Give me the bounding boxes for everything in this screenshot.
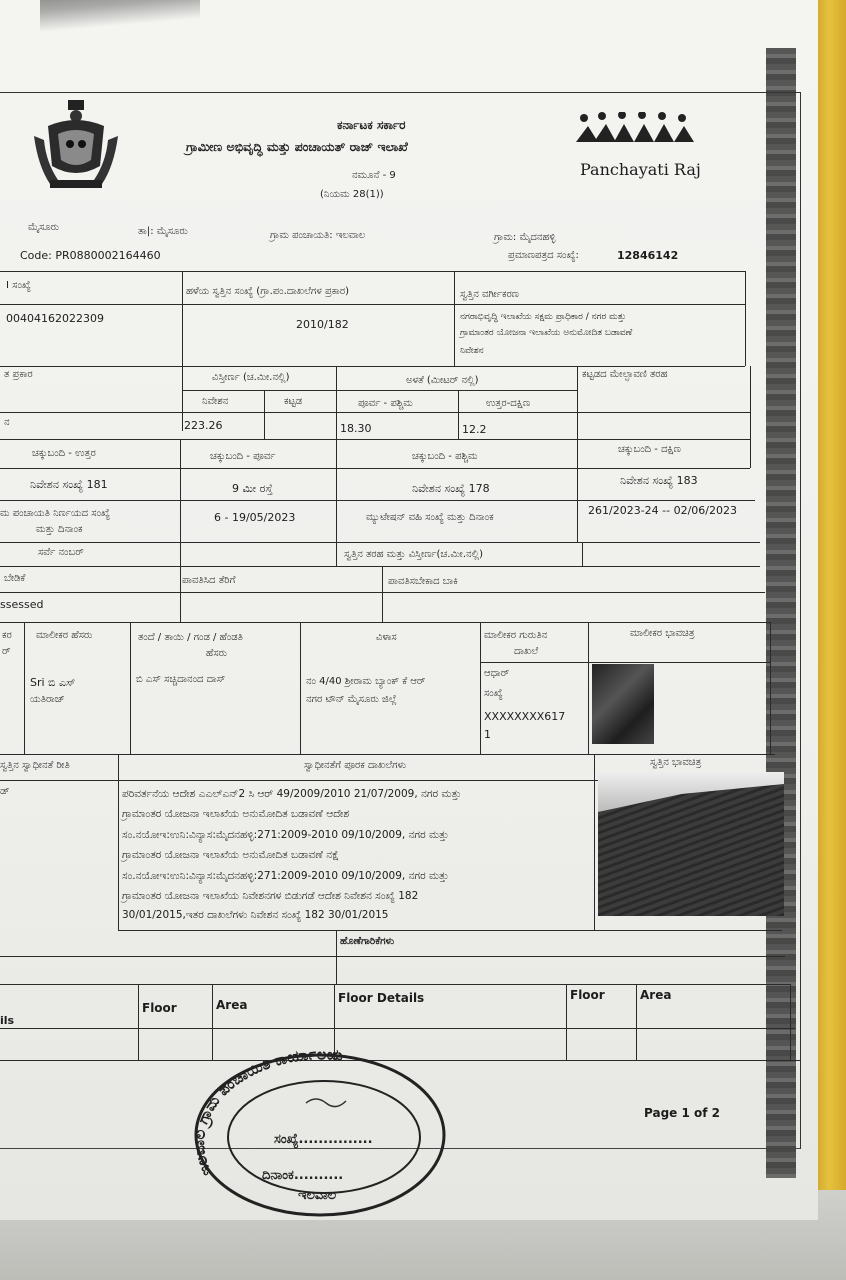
owner-id-label: ಸಂಖ್ಯೆ bbox=[484, 688, 503, 699]
svg-text:ಇಲವಾಲ ಗ್ರಾಮ ಪಂಚಾಯಿತಿ ಕಾರ್ಯಾಲಯ bbox=[190, 1045, 344, 1179]
mutation-header: ಮ್ಯುಟೇಷನ್ ವಹಿ ಸಂಖ್ಯೆ ಮತ್ತು ದಿನಾಂಕ bbox=[366, 512, 494, 523]
owner-name-line-2: ಯತಿರಾಜ್ bbox=[30, 694, 65, 705]
ownership-nature-header: ಸ್ವತ್ತಿನ ಸ್ವಾಧೀನತೆ ರೀತಿ bbox=[0, 760, 70, 771]
ownership-doc-line-3: ಸಂ.ನಯೋಇ:ಉನಿ:ವಿನ್ಯಾಸ:ಮೈದನಹಳ್ಳಿ:271:2009-2010 09/10/2009, ನಗರ ಮತ್ತು bbox=[122, 829, 449, 841]
gram-panchayat: ಗ್ರಾಮ ಪಂಚಾಯತಿ: ಇಲವಾಲ bbox=[270, 230, 366, 241]
certificate-label: ಪ್ರಮಾಣಪತ್ರದ ಸಂಖ್ಯೆ: bbox=[508, 250, 579, 261]
area-header-2: Area bbox=[640, 988, 672, 1002]
site-area-value: 223.26 bbox=[184, 419, 223, 432]
east-west-header: ಪೂರ್ವ - ಪಶ್ಚಿಮ bbox=[358, 398, 413, 409]
floor-details-header: Floor Details bbox=[338, 991, 425, 1005]
boundary-north-value: ನಿವೇಶನ ಸಂಖ್ಯೆ 181 bbox=[30, 478, 108, 491]
ownership-nature-value: ಡ್ bbox=[0, 786, 10, 797]
form-rule: (ನಿಯಮ 28(1)) bbox=[320, 189, 384, 200]
demand-header: ಬೇಡಿಕೆ bbox=[4, 573, 26, 584]
mutation-value: 261/2023-24 -- 02/06/2023 bbox=[588, 504, 737, 517]
owner-id-header-1: ಮಾಲೀಕರ ಗುರುತಿನ bbox=[484, 630, 548, 641]
boundary-west-value: ನಿವೇಶನ ಸಂಖ್ಯೆ 178 bbox=[412, 482, 490, 495]
ownership-doc-line-1: ಪರಿವರ್ತನೆಯ ಆದೇಶ ಎಎಲ್ಎನ್2 ಸಿ ಆರ್ 49/2009/2010 21/07/2009, ನಗರ ಮತ್ತು bbox=[122, 788, 462, 800]
boundary-north-header: ಚಕ್ಕುಬಂದಿ - ಉತ್ತರ bbox=[32, 448, 96, 459]
address-line-1: ನಂ 4/40 ಶ್ರೀರಾಮ ಬ್ಯಾಂಕ್ ಕೆ ಆರ್ bbox=[306, 676, 426, 687]
relation-header-2: ಹೆಸರು bbox=[206, 648, 228, 659]
boundary-south-header: ಚಕ್ಕುಬಂದಿ - ದಕ್ಷಿಣ bbox=[618, 444, 681, 455]
seal-number: ಸಂಖ್ಯೆ............... bbox=[274, 1132, 373, 1147]
old-number-header: ಹಳೆಯ ಸ್ವತ್ತಿನ ಸಂಖ್ಯೆ (ಗ್ರಾ.ಪಂ.ದಾಖಲೆಗಳ ಪ್ರಕಾರ) bbox=[186, 286, 350, 297]
relation-header-1: ತಂದೆ / ತಾಯಿ / ಗಂಡ / ಹೆಂಡತಿ bbox=[138, 632, 243, 643]
north-south-header: ಉತ್ತರ-ದಕ್ಷಿಣ bbox=[486, 398, 531, 409]
property-photo-header: ಸ್ವತ್ತಿನ ಭಾವಚಿತ್ರ bbox=[650, 757, 702, 768]
owner-id-type: ಆಧಾರ್ bbox=[484, 668, 510, 679]
ownership-doc-line-6: ಗ್ರಾಮಾಂತರ ಯೋಜನಾ ಇಲಾಖೆಯ ನಿವೇಶನಗಳ ಬಿಡುಗಡೆ ಆದೇಶ ನಿವೇಶನ ಸಂಖ್ಯೆ 182 bbox=[122, 890, 419, 902]
property-id-header: I ಸಂಖ್ಯೆ bbox=[6, 280, 31, 291]
area-header-1: Area bbox=[216, 998, 248, 1012]
certificate-number: 12846142 bbox=[617, 249, 679, 262]
old-number-value: 2010/182 bbox=[296, 318, 349, 331]
code-text: Code: PR0880002164460 bbox=[20, 249, 161, 262]
owner-id-value-2: 1 bbox=[484, 728, 491, 741]
measurement-header: ಅಳತೆ (ಮೀಟರ್ ನಲ್ಲಿ) bbox=[406, 375, 479, 386]
address-line-2: ನಗರ ಟೌನ್ ಮೈಸೂರು ಜಿಲ್ಲೆ bbox=[306, 694, 397, 705]
owner-photo bbox=[592, 664, 654, 744]
area-header: ವಿಸ್ತೀರ್ಣ (ಚ.ಮೀ.ನಲ್ಲಿ) bbox=[212, 372, 290, 383]
resolution-header-2: ಮತ್ತು ದಿನಾಂಕ bbox=[36, 524, 83, 535]
type-header: ತ ಪ್ರಕಾರ bbox=[4, 369, 33, 380]
address-header: ವಿಳಾಸ bbox=[376, 632, 397, 643]
owner-no-header-2: ರ್ bbox=[2, 646, 11, 657]
paid-tax-header: ಪಾವತಿಸಿದ ತೆರಿಗೆ bbox=[182, 575, 236, 586]
ownership-doc-line-2: ಗ್ರಾಮಾಂತರ ಯೋಜನಾ ಇಲಾಖೆಯ ಅನುಮೋದಿತ ಬಡಾವಣೆ ಆದೇಶ bbox=[122, 808, 350, 820]
owner-id-value: XXXXXXXX617 bbox=[484, 710, 566, 723]
site-header: ನಿವೇಶನ bbox=[202, 396, 229, 407]
govt-title: ಕರ್ನಾಟಕ ಸರ್ಕಾರ bbox=[337, 118, 406, 132]
boundary-east-header: ಚಕ್ಕುಬಂದಿ - ಪೂರ್ವ bbox=[210, 451, 276, 462]
owner-name-header: ಮಾಲೀಕರ ಹೆಸರು bbox=[36, 630, 93, 641]
property-type-area-header: ಸ್ವತ್ತಿನ ತರಹ ಮತ್ತು ವಿಸ್ತೀರ್ಣ(ಚ.ಮೀ.ನಲ್ಲಿ) bbox=[344, 549, 484, 560]
due-header: ಪಾವತಿಸಬೇಕಾದ ಬಾಕಿ bbox=[388, 576, 458, 587]
north-south-value: 12.2 bbox=[462, 423, 487, 436]
owner-photo-header: ಮಾಲೀಕರ ಭಾವಚಿತ್ರ bbox=[630, 628, 695, 639]
survey-number-header: ಸರ್ವೆ ನಂಬರ್ bbox=[38, 547, 84, 558]
demand-value: ssessed bbox=[0, 598, 44, 611]
liabilities-header: ಹೊಣೆಗಾರಿಕೆಗಳು bbox=[340, 936, 395, 947]
type-value: ನ bbox=[4, 417, 10, 428]
floor-header-2: Floor bbox=[570, 988, 605, 1002]
property-photo bbox=[598, 772, 784, 916]
resolution-value: 6 - 19/05/2023 bbox=[214, 511, 296, 524]
floor-details-left: ils bbox=[0, 1014, 15, 1027]
panchayati-raj-text: Panchayati Raj bbox=[580, 160, 701, 179]
owner-no-header: ಕರ bbox=[2, 630, 12, 641]
boundary-west-header: ಚಕ್ಕುಬಂದಿ - ಪಶ್ಚಿಮ bbox=[412, 451, 478, 462]
owner-name-line-1: Sri ಬಿ ಎಸ್ bbox=[30, 676, 76, 689]
east-west-value: 18.30 bbox=[340, 422, 372, 435]
building-header: ಕಟ್ಟಡ bbox=[284, 396, 303, 407]
owner-id-header-2: ದಾಖಲೆ bbox=[514, 646, 539, 657]
classification-header: ಸ್ವತ್ತಿನ ವರ್ಗೀಕರಣ bbox=[460, 289, 519, 300]
ownership-docs-header: ಸ್ವಾಧೀನತೆಗೆ ಪೂರಕ ದಾಖಲೆಗಳು bbox=[304, 760, 407, 771]
ownership-doc-line-7: 30/01/2015,ಇತರ ದಾಖಲೆಗಳು ನಿವೇಶನ ಸಂಖ್ಯೆ 182 30/01/2015 bbox=[122, 909, 389, 921]
department-title: ಗ್ರಾಮೀಣ ಅಭಿವೃದ್ಧಿ ಮತ್ತು ಪಂಚಾಯತ್ ರಾಜ್ ಇಲಾಖೆ bbox=[186, 139, 408, 154]
ownership-doc-line-4: ಗ್ರಾಮಾಂತರ ಯೋಜನಾ ಇಲಾಖೆಯ ಅನುಮೋದಿತ ಬಡಾವಣೆ ನಕ್ಷೆ bbox=[122, 849, 339, 861]
form-number: ನಮೂನೆ - 9 bbox=[352, 170, 396, 181]
boundary-south-value: ನಿವೇಶನ ಸಂಖ್ಯೆ 183 bbox=[620, 474, 698, 487]
classification-line-2: ಗ್ರಾಮಾಂತರ ಯೋಜನಾ ಇಲಾಖೆಯ ಅನುಮೋದಿತ ಬಡಾವಣೆ bbox=[460, 328, 633, 338]
taluk: ತಾ|: ಮೈಸೂರು bbox=[138, 226, 188, 237]
ownership-doc-line-5: ಸಂ.ನಯೋಇ:ಉನಿ:ವಿನ್ಯಾಸ:ಮೈದನಹಳ್ಳಿ:271:2009-2010 09/10/2009, ನಗರ ಮತ್ತು bbox=[122, 870, 449, 882]
seal-place: ಇಲವಾಲ bbox=[298, 1188, 337, 1203]
page-number: Page 1 of 2 bbox=[644, 1106, 720, 1120]
property-id-value: 00404162022309 bbox=[6, 312, 104, 325]
fold-shadow bbox=[40, 0, 200, 40]
village: ಗ್ರಾಮ: ಮೈದನಹಳ್ಳಿ bbox=[494, 232, 556, 243]
classification-line-1: ನಗರಾಭಿವೃದ್ಧಿ ಇಲಾಖೆಯ ಸಕ್ಷಮ ಪ್ರಾಧಿಕಾರ / ನಗರ ಮತ್ತು bbox=[460, 312, 627, 322]
floor-header-1: Floor bbox=[142, 1001, 177, 1015]
panchayati-raj-logo-icon bbox=[574, 112, 704, 160]
boundary-east-value: 9 ಮೀ ರಸ್ತೆ bbox=[232, 482, 273, 495]
roof-type-header: ಕಟ್ಟಡದ ಮೇಲ್ಛಾವಣಿ ತರಹ bbox=[582, 369, 668, 380]
classification-line-3: ನಿವೇಶನ bbox=[460, 346, 484, 356]
seal-outer-text: ಇಲವಾಲ ಗ್ರಾಮ ಪಂಚಾಯಿತಿ ಕಾರ್ಯಾಲಯ bbox=[189, 1044, 344, 1179]
resolution-header-1: ಮ ಪಂಚಾಯತಿ ನಿರ್ಣಯದ ಸಂಖ್ಯೆ bbox=[0, 508, 111, 519]
karnataka-emblem-icon bbox=[28, 96, 124, 192]
panchayat-seal-stamp bbox=[186, 1043, 452, 1219]
district: ಮೈಸೂರು bbox=[28, 222, 60, 233]
relation-name: ಬಿ ಎಸ್ ಸಚ್ಚಿದಾನಂದ ದಾಸ್ bbox=[136, 674, 226, 685]
seal-date: ದಿನಾಂಕ.......... bbox=[262, 1168, 344, 1183]
